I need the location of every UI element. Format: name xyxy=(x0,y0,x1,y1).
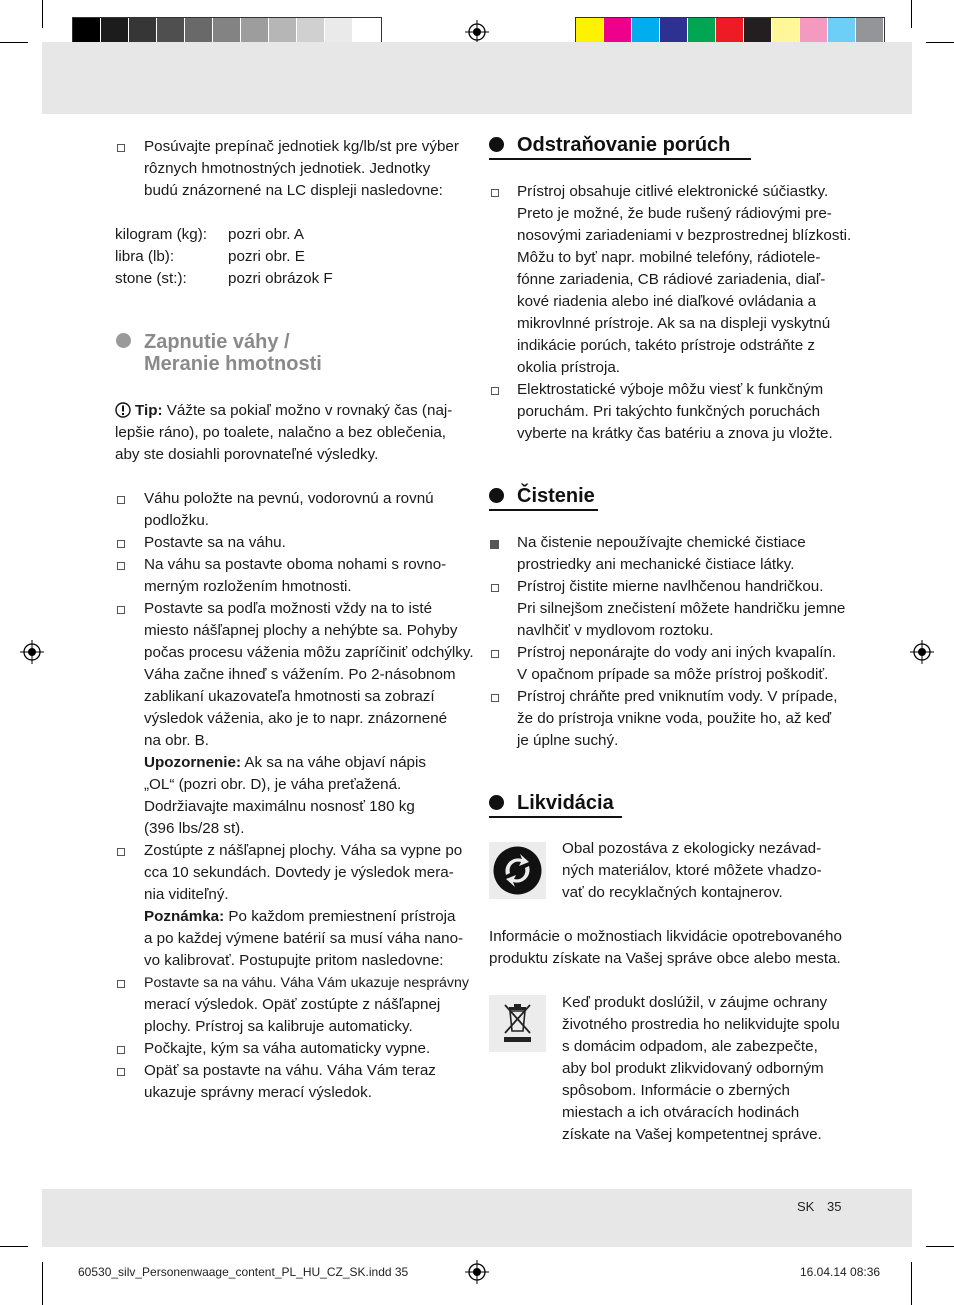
bullet-box-icon xyxy=(491,584,499,592)
registration-mark-icon xyxy=(910,640,934,664)
troubleshoot-title: Odstraňovanie porúch xyxy=(517,134,731,156)
bullet-box-icon xyxy=(117,540,125,548)
registration-mark-icon xyxy=(20,640,44,664)
step-line: Počkajte, kým sa váha automaticky vypne. xyxy=(144,1040,431,1057)
note-text: a po každej výmene batérií sa musí váha nano- xyxy=(144,930,464,947)
troubleshoot-line: Môžu to byť napr. mobilné telefóny, rádiotele- xyxy=(517,249,821,266)
recycle-icon xyxy=(489,842,546,899)
registration-mark-icon xyxy=(465,20,489,44)
tip-text: aby ste dosiahli porovnateľné výsledky. xyxy=(115,446,379,463)
cleaning-line: navlhčiť v mydlovom roztoku. xyxy=(517,622,714,639)
bullet-box-icon xyxy=(117,496,125,504)
step-line: Na váhu sa postavte oboma nohami s rovno- xyxy=(144,556,447,573)
step-line: nia viditeľný. xyxy=(144,886,229,903)
step-line: Postavte sa na váhu. Váha Vám ukazuje nesprávny xyxy=(144,975,469,991)
header-band xyxy=(42,42,912,114)
page-number: 35 xyxy=(827,1199,842,1214)
tip-text: Vážte sa pokiaľ možno v rovnaký čas (naj- xyxy=(166,402,453,419)
packaging-line: ných materiálov, ktoré môžete vhadzo- xyxy=(562,862,822,879)
warning-text: (396 lbs/28 st). xyxy=(144,820,245,837)
section-dot-icon xyxy=(489,137,504,152)
registration-mark-icon xyxy=(465,1260,489,1284)
troubleshoot-line: indikácie porúch, takéto prístroje odstráňte z xyxy=(517,337,816,354)
step-line: Postavte sa na váhu. xyxy=(144,534,286,551)
weee-line: aby bol produkt zlikvidovaný odborným xyxy=(562,1060,824,1077)
troubleshoot-line: Prístroj obsahuje citlivé elektronické súčiastky. xyxy=(517,183,829,200)
print-datetime: 16.04.14 08:36 xyxy=(800,1265,881,1279)
weee-line: spôsobom. Informácie o zberných xyxy=(562,1082,790,1099)
bullet-filled-icon xyxy=(490,540,499,549)
step-line: Váhu položte na pevnú, vodorovnú a rovnú xyxy=(144,490,434,507)
section-title: Zapnutie váhy / xyxy=(144,331,290,353)
bullet-box-icon xyxy=(117,980,125,988)
warning-text: „OL“ (pozri obr. D), je váha preťažená. xyxy=(144,776,402,793)
warning-text: Dodržiavajte maximálnu nosnosť 180 kg xyxy=(144,798,415,815)
weee-line: získate na Vašej kompetentnej správe. xyxy=(562,1126,822,1143)
step-line: cca 10 sekundách. Dovtedy je výsledok mera- xyxy=(144,864,454,881)
warning-exclamation-icon xyxy=(115,402,131,418)
weee-symbol xyxy=(489,995,546,1052)
footer-band xyxy=(42,1189,912,1247)
cleaning-line: je úplne suchý. xyxy=(517,732,619,749)
tip-text: lepšie ráno), po toalete, nalačno a bez oblečenia, xyxy=(115,424,446,441)
crossed-bin-icon xyxy=(489,995,546,1052)
packaging-line: vať do recyklačných kontajnerov. xyxy=(562,884,783,901)
unit-value: pozri obr. A xyxy=(228,226,304,243)
disposal-title: Likvidácia xyxy=(517,792,614,814)
weee-line: miestach a ich otváracích hodinách xyxy=(562,1104,800,1121)
cleaning-line: prostriedky ani mechanické čistiace látky. xyxy=(517,556,795,573)
section-dot-icon xyxy=(489,795,504,810)
bullet-box-icon xyxy=(117,144,125,152)
note-text: Po každom premiestnení prístroja xyxy=(228,908,456,925)
intro-line: rôznych hmotnostných jednotiek. Jednotky xyxy=(144,160,431,177)
title-underline xyxy=(489,158,751,160)
weee-line: s domácim odpadom, ale zabezpečte, xyxy=(562,1038,818,1055)
unit-label: kilogram (kg): xyxy=(115,226,207,243)
unit-value: pozri obrázok F xyxy=(228,270,333,287)
bullet-box-icon xyxy=(491,189,499,197)
note-label: Poznámka: xyxy=(144,908,225,925)
unit-label: libra (lb): xyxy=(115,248,175,265)
section-title: Meranie hmotnosti xyxy=(144,353,322,375)
bullet-box-icon xyxy=(117,606,125,614)
troubleshoot-line: okolia prístroja. xyxy=(517,359,620,376)
cleaning-line: Prístroj chráňte pred vniknutím vody. V prípade, xyxy=(517,688,838,705)
section-dot-icon xyxy=(489,488,504,503)
troubleshoot-line: Elektrostatické výboje môžu viesť k funkčným xyxy=(517,381,824,398)
cleaning-title: Čistenie xyxy=(517,485,595,507)
step-line: výsledok váženia, ako je to napr. znázornené xyxy=(144,710,448,727)
note-text: vo kalibrovať. Postupujte pritom nasledovne: xyxy=(144,952,444,969)
language-code: SK xyxy=(797,1199,815,1214)
troubleshoot-line: nosovými zariadeniami v bezprostrednej blízkosti. xyxy=(517,227,852,244)
step-line: podložku. xyxy=(144,512,210,529)
unit-value: pozri obr. E xyxy=(228,248,305,265)
troubleshoot-line: vyberte na krátky čas batériu a znova ju vložte. xyxy=(517,425,833,442)
title-underline xyxy=(489,509,598,511)
file-info: 60530_silv_Personenwaage_content_PL_HU_CZ_SK.indd 35 xyxy=(78,1265,409,1279)
title-underline xyxy=(489,816,622,818)
unit-label: stone (st:): xyxy=(115,270,187,287)
troubleshoot-line: kové riadenia alebo iné diaľkové ovládania a xyxy=(517,293,817,310)
troubleshoot-line: fónne zariadenia, CB rádiové zariadenia, diaľ- xyxy=(517,271,826,288)
step-line: plochy. Prístroj sa kalibruje automaticky. xyxy=(144,1018,413,1035)
step-line: merným rozložením hmotnosti. xyxy=(144,578,352,595)
bullet-box-icon xyxy=(117,1046,125,1054)
packaging-line: Obal pozostáva z ekologicky nezávad- xyxy=(562,840,822,857)
step-line: Zostúpte z nášľapnej plochy. Váha sa vypne po xyxy=(144,842,463,859)
cleaning-line: V opačnom prípade sa môže prístroj poškodiť. xyxy=(517,666,829,683)
warning-text: Ak sa na váhe objaví nápis xyxy=(244,754,426,771)
step-line: Postavte sa podľa možnosti vždy na to isté xyxy=(144,600,433,617)
troubleshoot-line: mikrovlnné prístroje. Ak sa na displeji vyskytnú xyxy=(517,315,831,332)
bullet-box-icon xyxy=(491,650,499,658)
cleaning-line: Na čistenie nepoužívajte chemické čistiace xyxy=(517,534,806,551)
bullet-box-icon xyxy=(117,1068,125,1076)
cleaning-line: Prístroj neponárajte do vody ani iných kvapalín. xyxy=(517,644,837,661)
warning-label: Upozornenie: xyxy=(144,754,242,771)
step-line: zablikaní ukazovateľa hmotnosti sa zobrazí xyxy=(144,688,435,705)
step-line: na obr. B. xyxy=(144,732,210,749)
step-line: merací výsledok. Opäť zostúpte z nášľapnej xyxy=(144,996,441,1013)
bullet-box-icon xyxy=(491,387,499,395)
recycling-symbol xyxy=(489,842,546,899)
tip-label: Tip: xyxy=(135,402,163,419)
step-line: miesto nášľapnej plochy a nehýbte sa. Pohyby xyxy=(144,622,458,639)
weee-line: životného prostredia ho nelikvidujte spolu xyxy=(562,1016,840,1033)
step-line: Opäť sa postavte na váhu. Váha Vám teraz xyxy=(144,1062,436,1079)
troubleshoot-line: Preto je možné, že bude rušený rádiovými pre- xyxy=(517,205,832,222)
section-dot-icon xyxy=(116,333,131,348)
intro-line: Posúvajte prepínač jednotiek kg/lb/st pre výber xyxy=(144,138,459,155)
cleaning-line: Prístroj čistite mierne navlhčenou handričkou. xyxy=(517,578,824,595)
bullet-box-icon xyxy=(117,562,125,570)
step-line: počas procesu váženia môžu zapríčiniť odchýlky. xyxy=(144,644,474,661)
info-line: Informácie o možnostiach likvidácie opotrebovaného xyxy=(489,928,842,945)
step-line: Váha začne ihneď s vážením. Po 2-násobnom xyxy=(144,666,456,683)
cleaning-line: Pri silnejšom znečistení môžete handričku jemne xyxy=(517,600,846,617)
troubleshoot-line: poruchám. Pri takýchto funkčných poruchách xyxy=(517,403,821,420)
weee-line: Keď produkt doslúžil, v záujme ochrany xyxy=(562,994,828,1011)
cleaning-line: že do prístroja vnikne voda, použite ho, až keď xyxy=(517,710,832,727)
intro-line: budú znázornené na LC displeji nasledovne: xyxy=(144,182,443,199)
bullet-box-icon xyxy=(491,694,499,702)
step-line: ukazuje správny merací výsledok. xyxy=(144,1084,372,1101)
info-line: produktu získate na Vašej správe obce alebo mesta. xyxy=(489,950,841,967)
bullet-box-icon xyxy=(117,848,125,856)
